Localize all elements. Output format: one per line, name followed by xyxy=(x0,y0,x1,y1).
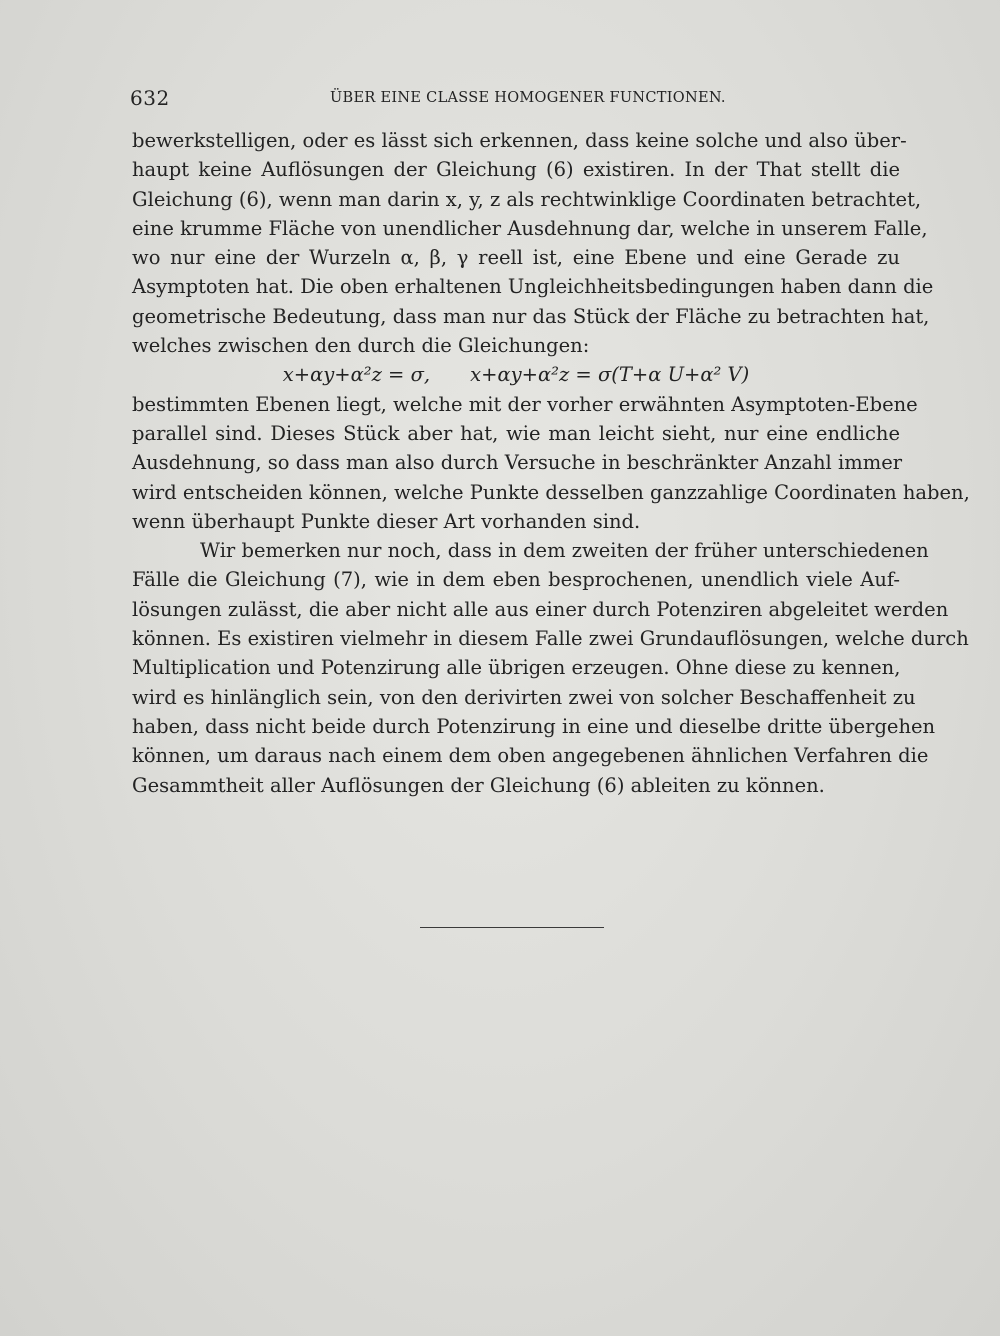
page-number: 632 xyxy=(130,86,170,110)
text-line: können. Es existiren vielmehr in diesem Falle zwei Grundauflösungen, welche durch xyxy=(132,627,969,651)
text-line: wenn überhaupt Punkte dieser Art vorhanden sind. xyxy=(132,509,641,533)
text-line: wird es hinlänglich sein, von den derivirten zwei von solcher Beschaffenheit zu xyxy=(132,685,916,709)
text-line: Fälle die Gleichung (7), wie in dem eben besprochenen, unendlich viele Auf- xyxy=(132,568,900,592)
text-line: parallel sind. Dieses Stück aber hat, wie man leicht sieht, nur eine endliche xyxy=(132,421,900,445)
text-line: können, um daraus nach einem dem oben angegebenen ähnlichen Verfahren die xyxy=(132,744,929,768)
equation-left: x+αy+α²z = σ, xyxy=(282,363,431,387)
text-line: lösungen zulässt, die aber nicht alle aus einer durch Potenziren abgeleitet werden xyxy=(132,597,949,621)
text-line: wo nur eine der Wurzeln α, β, γ reell ist, eine Ebene und eine Gerade zu xyxy=(132,246,900,270)
text-line: Gesammtheit aller Auflösungen der Gleichung (6) ableiten zu können. xyxy=(132,773,825,797)
text-line: haupt keine Auflösungen der Gleichung (6) existiren. In der That stellt die xyxy=(132,158,900,182)
text-line: bestimmten Ebenen liegt, welche mit der vorher erwähnten Asymptoten-Ebene xyxy=(132,392,918,416)
text-line: haben, dass nicht beide durch Potenzirung in eine und dieselbe dritte übergehen xyxy=(132,714,936,738)
equation-right: x+αy+α²z = σ(T+α U+α² V) xyxy=(470,363,750,387)
text-line: eine krumme Fläche von unendlicher Ausdehnung dar, welche in unserem Falle, xyxy=(132,216,928,240)
text-line: welches zwischen den durch die Gleichungen: xyxy=(132,334,590,358)
text-line: Gleichung (6), wenn man darin x, y, z als rechtwinklige Coordinaten betrachtet, xyxy=(132,187,922,211)
text-line: Wir bemerken nur noch, dass in dem zweiten der früher unterschiedenen xyxy=(200,539,929,563)
text-line: Multiplication und Potenzirung alle übrigen erzeugen. Ohne diese zu kennen, xyxy=(132,656,901,680)
display-equation xyxy=(132,360,900,389)
section-end-rule xyxy=(420,927,604,928)
body-text xyxy=(132,126,970,800)
text-line: geometrische Bedeutung, dass man nur das Stück der Fläche zu betrachten hat, xyxy=(132,304,930,328)
text-line: wird entscheiden können, welche Punkte desselben ganzzahlige Coordinaten haben, xyxy=(132,480,970,504)
text-line: Ausdehnung, so dass man also durch Versuche in beschränkter Anzahl immer xyxy=(132,451,903,475)
text-line: bewerkstelligen, oder es lässt sich erkennen, dass keine solche und also über- xyxy=(132,129,907,152)
running-head: ÜBER EINE CLASSE HOMOGENER FUNCTIONEN. xyxy=(330,90,726,106)
text-line: Asymptoten hat. Die oben erhaltenen Ungleichheitsbedingungen haben dann die xyxy=(132,275,934,299)
